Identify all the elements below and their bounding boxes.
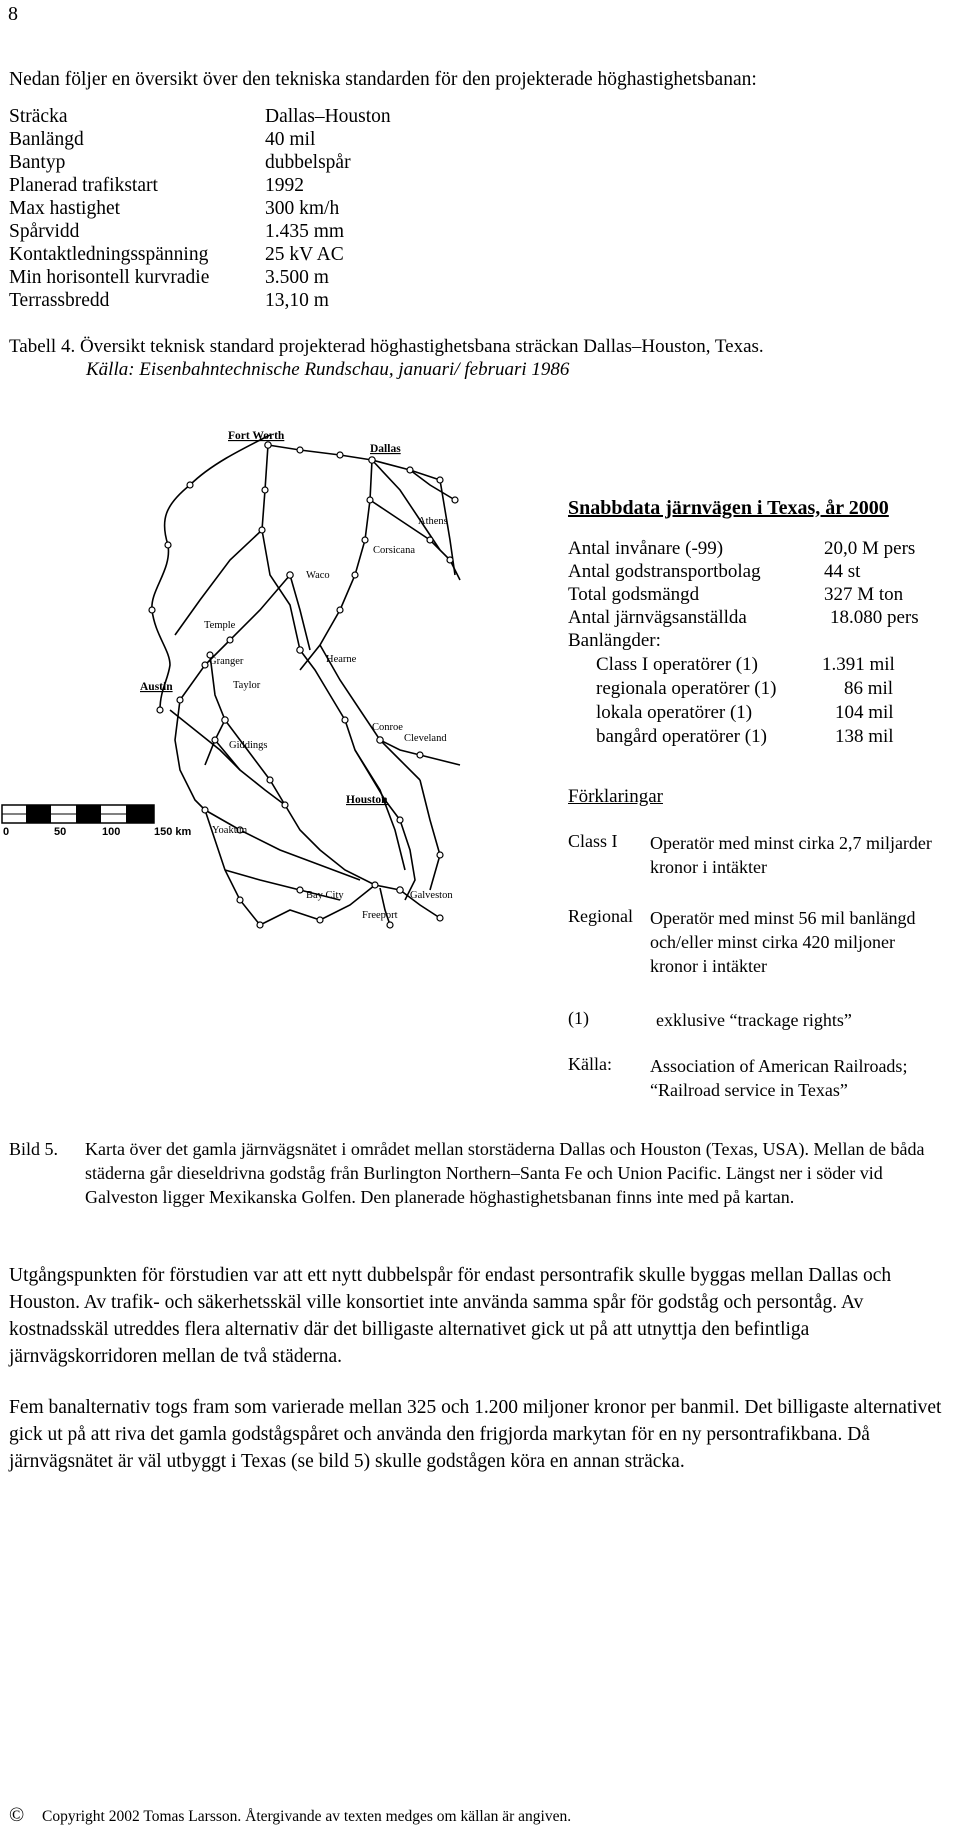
legend-text: exklusive “trackage rights” [656, 1010, 852, 1030]
length-row [596, 654, 960, 680]
stat-value: 327 M ton [824, 584, 904, 605]
stat-label: Total godsmängd [568, 584, 700, 605]
table-caption-source: Källa: Eisenbahntechnische Rundschau, januari/ februari 1986 [86, 359, 570, 380]
paragraph-text: Fem banalternativ togs fram som varierade mellan 325 och 1.200 miljoner kronor per banmil. Det billigaste alternativet gick ut på att riva det gamla godstågspåret och använda den frigjorda markytan för en ny persontrafikbana. Då järnvägsnätet är väl utbyggt i Texas (se bild 5) skulle godstågen köra en annan sträcka. [9, 1397, 942, 1472]
city-label-waco: Waco [306, 570, 330, 581]
spec-value: 1992 [265, 175, 304, 196]
length-label: lokala operatörer (1) [596, 702, 753, 723]
spec-value: 3.500 m [265, 267, 329, 288]
city-label-galveston: Galveston [410, 890, 453, 901]
length-label: regionala operatörer (1) [596, 678, 777, 699]
figure-caption-label: Bild 5. [9, 1139, 59, 1159]
page-number: 8 [8, 3, 18, 25]
scale-tick-50: 50 [54, 826, 67, 838]
spec-value: 40 mil [265, 129, 316, 150]
legend-key: Regional [568, 906, 633, 926]
legend-key: Källa: [568, 1054, 612, 1074]
scale-tick-0: 0 [3, 826, 10, 838]
spec-label: Bantyp [9, 152, 66, 173]
length-label: bangård operatörer (1) [596, 726, 767, 747]
city-label-freeport: Freeport [362, 910, 398, 921]
stat-value: 44 st [824, 561, 861, 582]
city-label-yoakum: Yoakum [212, 825, 248, 836]
legend-heading: Förklaringar [568, 786, 663, 807]
city-label-austin: Austin [140, 681, 173, 693]
figure-caption [9, 1137, 954, 1247]
spec-value: 1.435 mm [265, 221, 345, 242]
footer-text: Copyright 2002 Tomas Larsson. Återgivande av texten medges om källan är angiven. [42, 1808, 572, 1825]
stat-value: 18.080 pers [830, 607, 919, 628]
stat-value: 20,0 M pers [824, 538, 916, 559]
length-value: 86 mil [844, 678, 894, 699]
spec-label: Terrassbredd [9, 290, 110, 311]
city-label-giddings: Giddings [229, 740, 268, 751]
legend-item [568, 1054, 954, 1106]
stats-title: Snabbdata järnvägen i Texas, år 2000 [568, 497, 889, 519]
spec-value: Dallas–Houston [265, 106, 391, 127]
city-label-fort-worth: Fort Worth [228, 430, 285, 442]
city-label-dallas: Dallas [370, 443, 401, 455]
copyright-symbol: © [9, 1804, 25, 1826]
spec-label: Planerad trafikstart [9, 175, 158, 196]
length-row [596, 702, 960, 728]
legend-text: Association of American Railroads; “Railroad service in Texas” [650, 1056, 908, 1100]
city-label-houston: Houston [346, 794, 388, 806]
railroad-lines [152, 435, 460, 925]
body-paragraph [9, 1394, 949, 1475]
spec-label: Banlängd [9, 129, 84, 150]
legend-text: Operatör med minst 56 mil banlängd och/eller minst cirka 420 miljoner kronor i intäkter [650, 908, 916, 976]
paragraph-text: Utgångspunkten för förstudien var att ett nytt dubbelspår för endast persontrafik skulle byggas mellan Dallas och Houston. Av trafik- och säkerhetsskäl ville konsortiet inte använda samma spår för godståg och persontåg. Av kostnadsskäl utreddes flera alternativ där det billigaste alternativet gick ut på att utnyttja den befintliga järnvägskorridoren mellan de två städerna. [9, 1265, 892, 1367]
stat-label: Antal järnvägsanställda [568, 607, 747, 628]
length-value: 138 mil [835, 726, 894, 747]
spec-value: 300 km/h [265, 198, 340, 219]
city-label-taylor: Taylor [233, 680, 261, 691]
railroad-map [0, 410, 540, 930]
length-row [596, 678, 960, 704]
city-label-cleveland: Cleveland [404, 733, 447, 744]
body-paragraph [9, 1262, 949, 1370]
legend-item [568, 1008, 954, 1034]
spec-label: Max hastighet [9, 198, 121, 219]
legend-item [568, 831, 954, 883]
city-label-conroe: Conroe [372, 722, 403, 733]
spec-label: Sträcka [9, 106, 68, 127]
length-label: Class I operatörer (1) [596, 654, 758, 675]
spec-label: Spårvidd [9, 221, 80, 242]
legend-item [568, 906, 954, 984]
stat-label: Antal godstransportbolag [568, 561, 761, 582]
city-label-bay-city: Bay City [306, 890, 344, 901]
spec-value: 13,10 m [265, 290, 329, 311]
intro-text: Nedan följer en översikt över den tekniska standarden för den projekterade höghastighetsbanan: [9, 69, 757, 90]
city-label-corsicana: Corsicana [373, 545, 415, 556]
scale-tick-100: 100 [102, 826, 121, 838]
legend-text: Operatör med minst cirka 2,7 miljarder kronor i intäkter [650, 833, 932, 877]
spec-label: Kontaktledningsspänning [9, 244, 209, 265]
spec-label: Min horisontell kurvradie [9, 267, 210, 288]
legend-key: Class I [568, 831, 618, 851]
length-value: 1.391 mil [822, 654, 895, 675]
table-caption: Tabell 4. Översikt teknisk standard projekterad höghastighetsbana sträckan Dallas–Houston, Texas. [9, 336, 764, 357]
figure-caption-text: Karta över det gamla järnvägsnätet i området mellan storstäderna Dallas och Houston (Texas, USA). Mellan de båda städerna går dieseldrivna godståg från Burlington Northern–Santa Fe och Union Pacific. Längst ner i söder vid Galveston ligger Mexikanska Golfen. Den planerade höghastighetsbanan finns inte med på kartan. [85, 1139, 925, 1207]
city-label-temple: Temple [204, 620, 236, 631]
legend-key: (1) [568, 1008, 589, 1028]
spec-value: 25 kV AC [265, 244, 344, 265]
length-value: 104 mil [835, 702, 894, 723]
city-label-granger: Granger [209, 656, 244, 667]
lengths-heading: Banlängder: [568, 630, 661, 651]
stat-label: Antal invånare (-99) [568, 538, 724, 559]
footer [9, 1804, 949, 1830]
length-row [596, 726, 960, 752]
scale-bar [2, 805, 154, 823]
stats-box [568, 486, 954, 1100]
scale-tick-150: 150 km [154, 826, 192, 838]
spec-value: dubbelspår [265, 152, 351, 173]
city-label-athens: Athens [418, 516, 448, 527]
city-label-hearne: Hearne [326, 654, 357, 665]
